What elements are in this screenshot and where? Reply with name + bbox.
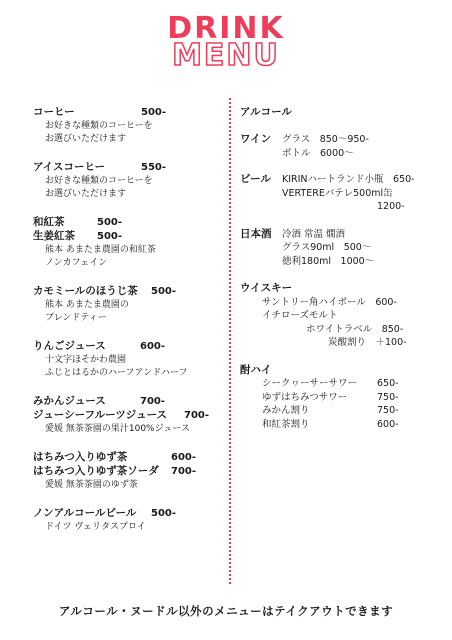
beer-vertere: VERTEREバテレ500ml缶 (282, 187, 393, 199)
menu-item (33, 340, 223, 380)
menu-item (33, 161, 223, 201)
menu-item-row (33, 451, 223, 465)
item-name: コーヒー (33, 106, 75, 118)
chuhai-label: 酎ハイ (240, 363, 272, 376)
sake-tokkuri: 徳利180ml 1000〜 (282, 255, 375, 267)
whisky-block (240, 282, 445, 350)
menu-item-row (33, 161, 223, 175)
menu-item-row (33, 409, 223, 423)
item-price: 700- (184, 410, 210, 421)
item-price: 600- (140, 341, 166, 352)
menu-item-row (33, 340, 223, 354)
item-name: 生姜紅茶 (33, 230, 75, 242)
menu-item-row (33, 285, 223, 299)
wine-label: ワイン (240, 133, 272, 145)
sake-types: 冷酒 常温 燗酒 (282, 228, 346, 240)
menu-item-row (33, 507, 223, 521)
sake-glass: グラス90ml 500〜 (282, 242, 372, 253)
wine-bottle: ボトル 6000〜 (282, 147, 354, 159)
item-price: 500- (97, 231, 123, 242)
chuhai-item: 和紅茶割り 600- (262, 418, 399, 430)
takeout-notice: アルコール・ヌードル以外のメニューはテイクアウトできます (58, 604, 394, 618)
item-description: 愛媛 無茶茶園の果汁100%ジュース (45, 424, 190, 434)
menu-item (33, 451, 223, 492)
chuhai-item: みかん割り 750- (262, 405, 399, 416)
alcohol-column (240, 106, 445, 431)
item-name: カモミールのほうじ茶 (33, 285, 138, 297)
item-description: ふじとはるかのハーフアンドハーフ (45, 368, 188, 378)
item-price: 550- (141, 162, 167, 173)
beer-block (240, 173, 445, 214)
whisky-kaku: サントリー角ハイボール 600- (262, 296, 397, 308)
chuhai-item: ゆずはちみつサワー 750- (262, 391, 399, 403)
item-name: はちみつ入りゆず茶ソーダ (33, 465, 159, 477)
item-description: 熊本 あまたま農園の (45, 300, 129, 310)
non-alcohol-column (33, 106, 223, 534)
item-price: 500- (97, 217, 123, 228)
item-description: 熊本 あまたま農園の和紅茶 (45, 245, 156, 255)
column-divider (229, 98, 231, 584)
item-price: 700- (140, 396, 166, 407)
chuhai-block (240, 364, 445, 432)
menu-item-row (33, 465, 223, 479)
item-price: 600- (171, 452, 197, 463)
whisky-white-label: ホワイトラベル 850- (306, 323, 404, 335)
menu-item (33, 285, 223, 325)
item-name: みかんジュース (33, 395, 106, 407)
menu-title-drink: DRINK (167, 11, 285, 46)
item-price: 700- (171, 466, 197, 477)
chuhai-item: シークヮーサーサワー 650- (262, 378, 399, 389)
item-description: お選びいただけます (45, 134, 127, 144)
item-name: アイスコーヒー (33, 161, 106, 173)
beer-kirin: KIRINハートランド小瓶 650- (282, 174, 415, 185)
item-price: 500- (151, 286, 177, 297)
beer-label: ビール (240, 173, 271, 185)
menu-item (33, 507, 223, 534)
menu-item-row (33, 395, 223, 409)
item-description: 愛媛 無茶茶園のゆず茶 (45, 480, 138, 490)
item-name: 和紅茶 (33, 216, 65, 228)
menu-item (33, 216, 223, 270)
item-price: 500- (151, 508, 177, 519)
whisky-soda: 炭酸割り ＋100- (328, 337, 407, 348)
item-price: 500- (141, 107, 167, 118)
item-name: ジューシーフルーツジュース (33, 409, 167, 421)
menu-item-row (33, 216, 223, 230)
item-name: りんごジュース (33, 340, 106, 352)
item-name: はちみつ入りゆず茶 (33, 451, 128, 463)
menu-title-menu: MENU (172, 38, 280, 73)
menu-item (33, 106, 223, 146)
beer-vertere-price: 1200- (377, 201, 405, 212)
item-description: お選びいただけます (45, 189, 127, 199)
sake-block (240, 228, 445, 269)
item-description: 十文字ほそかわ農園 (45, 355, 127, 365)
menu-item (33, 395, 223, 436)
section-heading-alcohol: アルコール (240, 106, 292, 118)
sake-label: 日本酒 (240, 227, 272, 240)
item-description: ブレンドティー (45, 313, 107, 323)
item-description: お好きな種類のコーヒーを (45, 121, 153, 131)
item-description: ノンカフェイン (45, 258, 108, 268)
item-description: ドイツ ヴェリタスブロイ (45, 522, 146, 532)
wine-glass: グラス 850〜950- (282, 134, 369, 145)
menu-item-row (33, 230, 223, 244)
item-description: お好きな種類のコーヒーを (45, 176, 153, 186)
wine-block (240, 133, 445, 160)
whisky-ichiros: イチローズモルト (262, 310, 338, 321)
whisky-label: ウイスキー (240, 282, 293, 294)
item-name: ノンアルコールビール (33, 507, 137, 519)
menu-item-row (33, 106, 223, 120)
